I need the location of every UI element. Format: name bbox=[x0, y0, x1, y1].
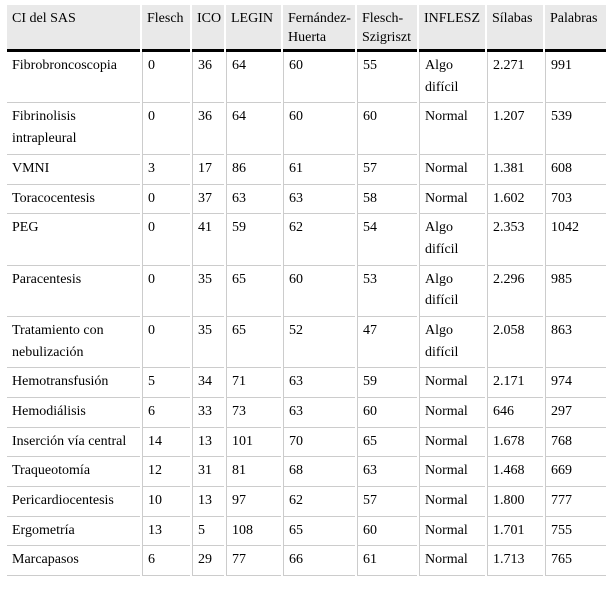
cell: 0 bbox=[142, 103, 190, 154]
col-header-palabras: Palabras bbox=[545, 5, 606, 52]
table-row bbox=[7, 368, 606, 398]
cell: 62 bbox=[283, 214, 355, 265]
cell: 73 bbox=[226, 398, 281, 428]
cell: Normal bbox=[419, 155, 485, 185]
header-row bbox=[7, 5, 606, 52]
readability-table bbox=[5, 5, 608, 576]
cell: 35 bbox=[192, 266, 224, 317]
cell: Algo difícil bbox=[419, 317, 485, 368]
cell: Normal bbox=[419, 185, 485, 215]
cell: Algo difícil bbox=[419, 266, 485, 317]
table-row bbox=[7, 398, 606, 428]
cell: 71 bbox=[226, 368, 281, 398]
table-row bbox=[7, 457, 606, 487]
row-label: Ergometría bbox=[7, 517, 140, 547]
cell: 1.678 bbox=[487, 428, 543, 458]
cell: 54 bbox=[357, 214, 417, 265]
cell: 63 bbox=[283, 185, 355, 215]
cell: 1.701 bbox=[487, 517, 543, 547]
table-row bbox=[7, 546, 606, 576]
cell: 703 bbox=[545, 185, 606, 215]
cell: Algo difícil bbox=[419, 52, 485, 103]
cell: 2.296 bbox=[487, 266, 543, 317]
cell: 36 bbox=[192, 52, 224, 103]
row-label: Pericardiocentesis bbox=[7, 487, 140, 517]
cell: 59 bbox=[226, 214, 281, 265]
cell: 59 bbox=[357, 368, 417, 398]
cell: 60 bbox=[357, 517, 417, 547]
table-row bbox=[7, 103, 606, 154]
cell: Algo difícil bbox=[419, 214, 485, 265]
cell: 55 bbox=[357, 52, 417, 103]
cell: 10 bbox=[142, 487, 190, 517]
cell: 0 bbox=[142, 317, 190, 368]
cell: 755 bbox=[545, 517, 606, 547]
cell: 63 bbox=[357, 457, 417, 487]
cell: 2.271 bbox=[487, 52, 543, 103]
cell: 863 bbox=[545, 317, 606, 368]
row-label: Paracentesis bbox=[7, 266, 140, 317]
col-header-ci-del-sas: CI del SAS bbox=[7, 5, 140, 52]
cell: 768 bbox=[545, 428, 606, 458]
cell: 14 bbox=[142, 428, 190, 458]
cell: 60 bbox=[283, 52, 355, 103]
cell: 101 bbox=[226, 428, 281, 458]
cell: Normal bbox=[419, 398, 485, 428]
cell: 58 bbox=[357, 185, 417, 215]
cell: 37 bbox=[192, 185, 224, 215]
cell: 29 bbox=[192, 546, 224, 576]
cell: 985 bbox=[545, 266, 606, 317]
cell: 6 bbox=[142, 546, 190, 576]
row-label: Toracocentesis bbox=[7, 185, 140, 215]
cell: Normal bbox=[419, 517, 485, 547]
col-header-flesch-szigriszt: Flesch-Szigriszt bbox=[357, 5, 417, 52]
cell: 66 bbox=[283, 546, 355, 576]
cell: 70 bbox=[283, 428, 355, 458]
cell: 64 bbox=[226, 103, 281, 154]
cell: 12 bbox=[142, 457, 190, 487]
table-row bbox=[7, 52, 606, 103]
row-label: Fibrinolisis intrapleural bbox=[7, 103, 140, 154]
table-row bbox=[7, 266, 606, 317]
row-label: Marcapasos bbox=[7, 546, 140, 576]
row-label: PEG bbox=[7, 214, 140, 265]
cell: 297 bbox=[545, 398, 606, 428]
cell: 65 bbox=[283, 517, 355, 547]
row-label: VMNI bbox=[7, 155, 140, 185]
cell: 86 bbox=[226, 155, 281, 185]
cell: 539 bbox=[545, 103, 606, 154]
cell: 6 bbox=[142, 398, 190, 428]
cell: 1.713 bbox=[487, 546, 543, 576]
cell: 57 bbox=[357, 155, 417, 185]
cell: 34 bbox=[192, 368, 224, 398]
table-header bbox=[7, 5, 606, 52]
col-header-inflesz: INFLESZ bbox=[419, 5, 485, 52]
cell: 61 bbox=[283, 155, 355, 185]
cell: 2.171 bbox=[487, 368, 543, 398]
cell: 65 bbox=[357, 428, 417, 458]
cell: 646 bbox=[487, 398, 543, 428]
row-label: Traqueotomía bbox=[7, 457, 140, 487]
cell: 63 bbox=[226, 185, 281, 215]
cell: 2.353 bbox=[487, 214, 543, 265]
cell: Normal bbox=[419, 487, 485, 517]
cell: 63 bbox=[283, 398, 355, 428]
table-row bbox=[7, 155, 606, 185]
cell: 60 bbox=[283, 103, 355, 154]
cell: Normal bbox=[419, 546, 485, 576]
cell: 777 bbox=[545, 487, 606, 517]
row-label: Fibrobroncoscopia bbox=[7, 52, 140, 103]
cell: Normal bbox=[419, 103, 485, 154]
cell: 13 bbox=[142, 517, 190, 547]
cell: 1.381 bbox=[487, 155, 543, 185]
table-row bbox=[7, 214, 606, 265]
cell: 53 bbox=[357, 266, 417, 317]
table-row bbox=[7, 487, 606, 517]
col-header-ico: ICO bbox=[192, 5, 224, 52]
cell: 65 bbox=[226, 317, 281, 368]
cell: 97 bbox=[226, 487, 281, 517]
cell: 17 bbox=[192, 155, 224, 185]
cell: 5 bbox=[192, 517, 224, 547]
cell: 47 bbox=[357, 317, 417, 368]
cell: 13 bbox=[192, 487, 224, 517]
cell: 62 bbox=[283, 487, 355, 517]
cell: 669 bbox=[545, 457, 606, 487]
cell: 974 bbox=[545, 368, 606, 398]
cell: 60 bbox=[357, 103, 417, 154]
cell: 31 bbox=[192, 457, 224, 487]
cell: 65 bbox=[226, 266, 281, 317]
cell: 0 bbox=[142, 214, 190, 265]
row-label: Inserción vía central bbox=[7, 428, 140, 458]
table-row bbox=[7, 185, 606, 215]
cell: 765 bbox=[545, 546, 606, 576]
row-label: Tratamiento con nebulización bbox=[7, 317, 140, 368]
cell: 77 bbox=[226, 546, 281, 576]
col-header-flesch: Flesch bbox=[142, 5, 190, 52]
cell: 33 bbox=[192, 398, 224, 428]
cell: 81 bbox=[226, 457, 281, 487]
cell: Normal bbox=[419, 428, 485, 458]
cell: 57 bbox=[357, 487, 417, 517]
cell: 0 bbox=[142, 52, 190, 103]
cell: 63 bbox=[283, 368, 355, 398]
cell: 0 bbox=[142, 266, 190, 317]
cell: 52 bbox=[283, 317, 355, 368]
cell: 35 bbox=[192, 317, 224, 368]
col-header-fernandez-huerta: Fernández-Huerta bbox=[283, 5, 355, 52]
table-row bbox=[7, 317, 606, 368]
cell: 36 bbox=[192, 103, 224, 154]
cell: 61 bbox=[357, 546, 417, 576]
cell: 1.468 bbox=[487, 457, 543, 487]
cell: Normal bbox=[419, 368, 485, 398]
cell: 991 bbox=[545, 52, 606, 103]
cell: 60 bbox=[357, 398, 417, 428]
cell: 41 bbox=[192, 214, 224, 265]
col-header-legin: LEGIN bbox=[226, 5, 281, 52]
row-label: Hemodiálisis bbox=[7, 398, 140, 428]
cell: 1042 bbox=[545, 214, 606, 265]
table-row bbox=[7, 428, 606, 458]
cell: 608 bbox=[545, 155, 606, 185]
cell: 108 bbox=[226, 517, 281, 547]
cell: 1.207 bbox=[487, 103, 543, 154]
table-row bbox=[7, 517, 606, 547]
table-body bbox=[7, 52, 606, 576]
cell: 1.602 bbox=[487, 185, 543, 215]
cell: 60 bbox=[283, 266, 355, 317]
cell: 1.800 bbox=[487, 487, 543, 517]
cell: 3 bbox=[142, 155, 190, 185]
cell: 13 bbox=[192, 428, 224, 458]
cell: 0 bbox=[142, 185, 190, 215]
cell: 5 bbox=[142, 368, 190, 398]
cell: 2.058 bbox=[487, 317, 543, 368]
cell: 64 bbox=[226, 52, 281, 103]
col-header-silabas: Sílabas bbox=[487, 5, 543, 52]
cell: Normal bbox=[419, 457, 485, 487]
cell: 68 bbox=[283, 457, 355, 487]
row-label: Hemotransfusión bbox=[7, 368, 140, 398]
